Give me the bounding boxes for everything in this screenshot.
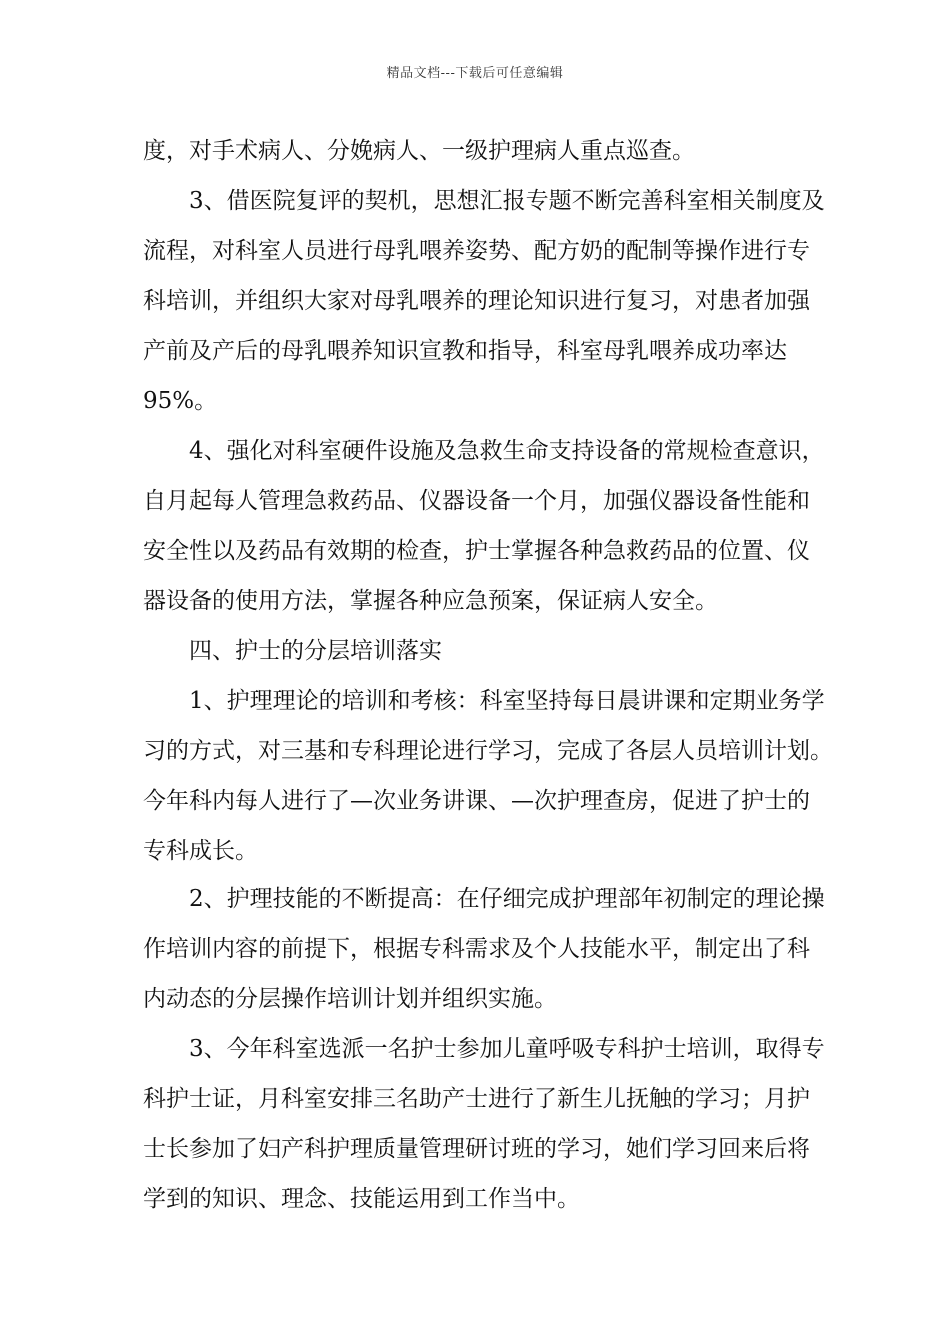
- text-line: 器设备的使用方法，掌握各种应急预案，保证病人安全。: [143, 588, 718, 614]
- text-line: 科护士证，月科室安排三名助产士进行了新生儿抚触的学习；月护: [143, 1086, 810, 1112]
- text-line: 今年科内每人进行了—次业务讲课、—次护理查房，促进了护士的: [143, 788, 810, 814]
- paragraph-start: 1、护理理论的培训和考核：科室坚持每日晨讲课和定期业务学: [189, 688, 825, 714]
- text-line: 学到的知识、理念、技能运用到工作当中。: [143, 1186, 580, 1212]
- text-line: 士长参加了妇产科护理质量管理研讨班的学习，她们学习回来后将: [143, 1136, 810, 1162]
- page-header: 精品文档---下载后可任意编辑: [386, 66, 564, 81]
- text-line: 95%。: [143, 388, 218, 414]
- text-line: 流程，对科室人员进行母乳喂养姿势、配方奶的配制等操作进行专: [143, 238, 810, 264]
- text-line: 习的方式，对三基和专科理论进行学习，完成了各层人员培训计划。: [143, 738, 833, 764]
- paragraph-start: 3、今年科室选派一名护士参加儿童呼吸专科护士培训，取得专: [189, 1036, 825, 1062]
- text-line: 专科成长。: [143, 838, 258, 864]
- paragraph-start: 3、借医院复评的契机，思想汇报专题不断完善科室相关制度及: [189, 188, 825, 214]
- text-line: 安全性以及药品有效期的检查，护士掌握各种急救药品的位置、仪: [143, 538, 810, 564]
- paragraph-start: 4、强化对科室硬件设施及急救生命支持设备的常规检查意识，: [189, 438, 825, 464]
- text-line: 自月起每人管理急救药品、仪器设备一个月，加强仪器设备性能和: [143, 488, 810, 514]
- text-line: 度，对手术病人、分娩病人、一级护理病人重点巡查。: [143, 138, 695, 164]
- section-heading: 四、护士的分层培训落实: [189, 638, 442, 664]
- text-line: 作培训内容的前提下，根据专科需求及个人技能水平，制定出了科: [143, 936, 810, 962]
- text-line: 科培训，并组织大家对母乳喂养的理论知识进行复习，对患者加强: [143, 288, 810, 314]
- paragraph-start: 2、护理技能的不断提高：在仔细完成护理部年初制定的理论操: [189, 886, 825, 912]
- text-line: 内动态的分层操作培训计划并组织实施。: [143, 986, 557, 1012]
- text-line: 产前及产后的母乳喂养知识宣教和指导，科室母乳喂养成功率达: [143, 338, 787, 364]
